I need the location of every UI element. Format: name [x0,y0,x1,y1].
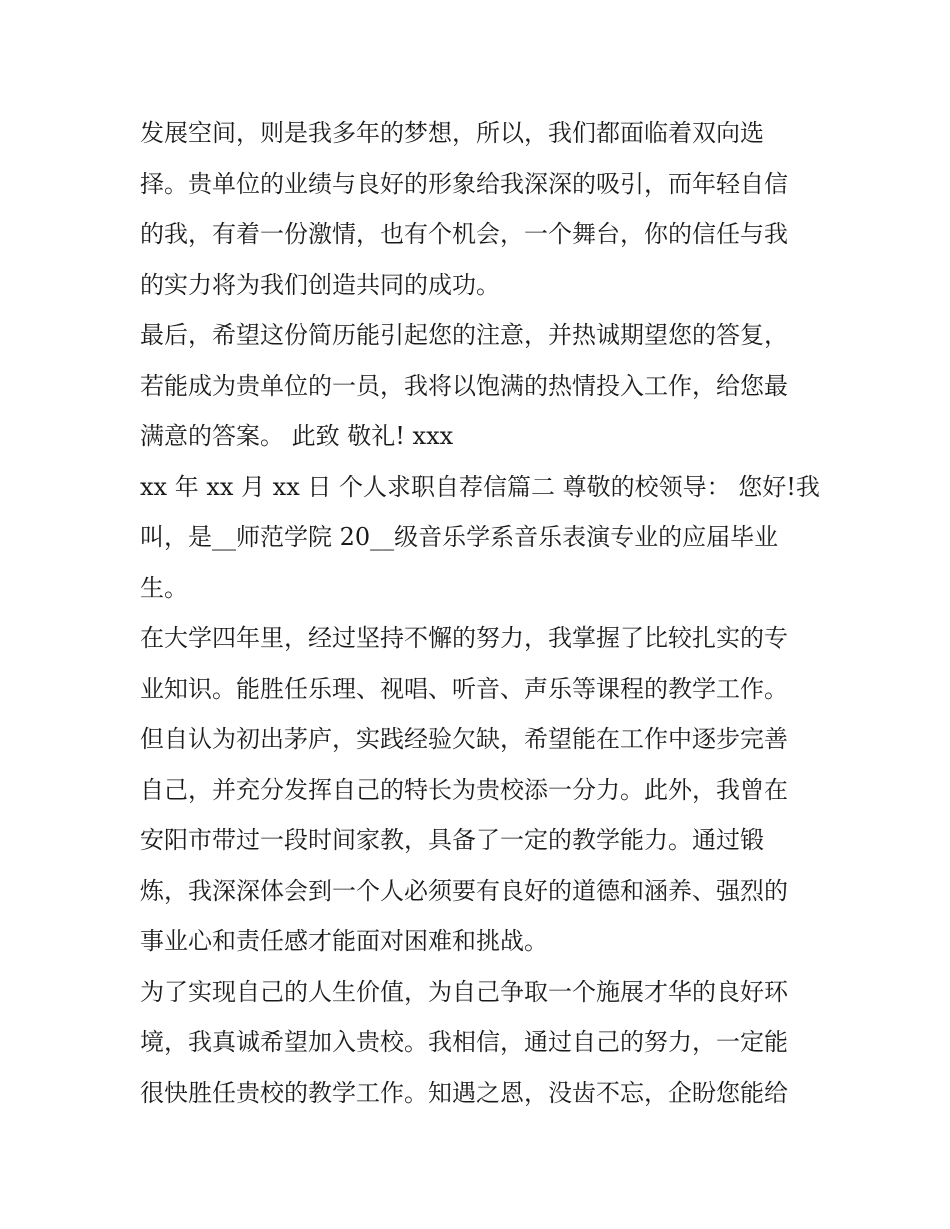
text-line: 自己，并充分发挥自己的特长为贵校添一分力。此外，我曾在 [140,775,788,804]
text-line: 满意的答案。 此致 敬礼! xxx [140,422,454,450]
text-line: 生。 [140,573,188,602]
text-line: 发展空间，则是我多年的梦想，所以，我们都面临着双向选 [140,119,764,147]
document-text-body [140,108,820,1118]
text-line: 业知识。能胜任乐理、视唱、听音、声乐等课程的教学工作。 [140,674,788,703]
text-line: 炼，我深深体会到一个人必须要有良好的道德和涵养、强烈的 [140,876,788,905]
text-line: 为了实现自己的人生价值，为自己争取一个施展才华的良好环 [140,977,788,1006]
text-line: 择。贵单位的业绩与良好的形象给我深深的吸引，而年轻自信 [140,169,788,198]
text-line: 在大学四年里，经过坚持不懈的努力，我掌握了比较扎实的专 [140,624,788,652]
text-line: 事业心和责任感才能面对困难和挑战。 [140,927,548,955]
text-line: 境，我真诚希望加入贵校。我相信，通过自己的努力，一定能 [140,1028,788,1056]
text-line: 最后，希望这份简历能引起您的注意，并热诚期望您的答复， [140,321,788,349]
text-line: 叫，是__师范学院 20__级音乐学系音乐表演专业的应届毕业 [140,523,779,551]
text-line: xx 年 xx 月 xx 日 个人求职自荐信篇二 尊敬的校领导： 您好!我 [140,472,820,501]
text-line: 的实力将为我们创造共同的成功。 [140,270,500,299]
text-line: 若能成为贵单位的一员，我将以饱满的热情投入工作，给您最 [140,371,788,400]
text-line: 但自认为初出茅庐，实践经验欠缺，希望能在工作中逐步完善 [140,725,788,753]
text-line: 安阳市带过一段时间家教，具备了一定的教学能力。通过锻 [140,826,764,854]
text-line: 很快胜任贵校的教学工作。知遇之恩，没齿不忘，企盼您能给 [140,1078,788,1107]
text-line: 的我，有着一份激情，也有个机会，一个舞台，你的信任与我 [140,220,788,248]
